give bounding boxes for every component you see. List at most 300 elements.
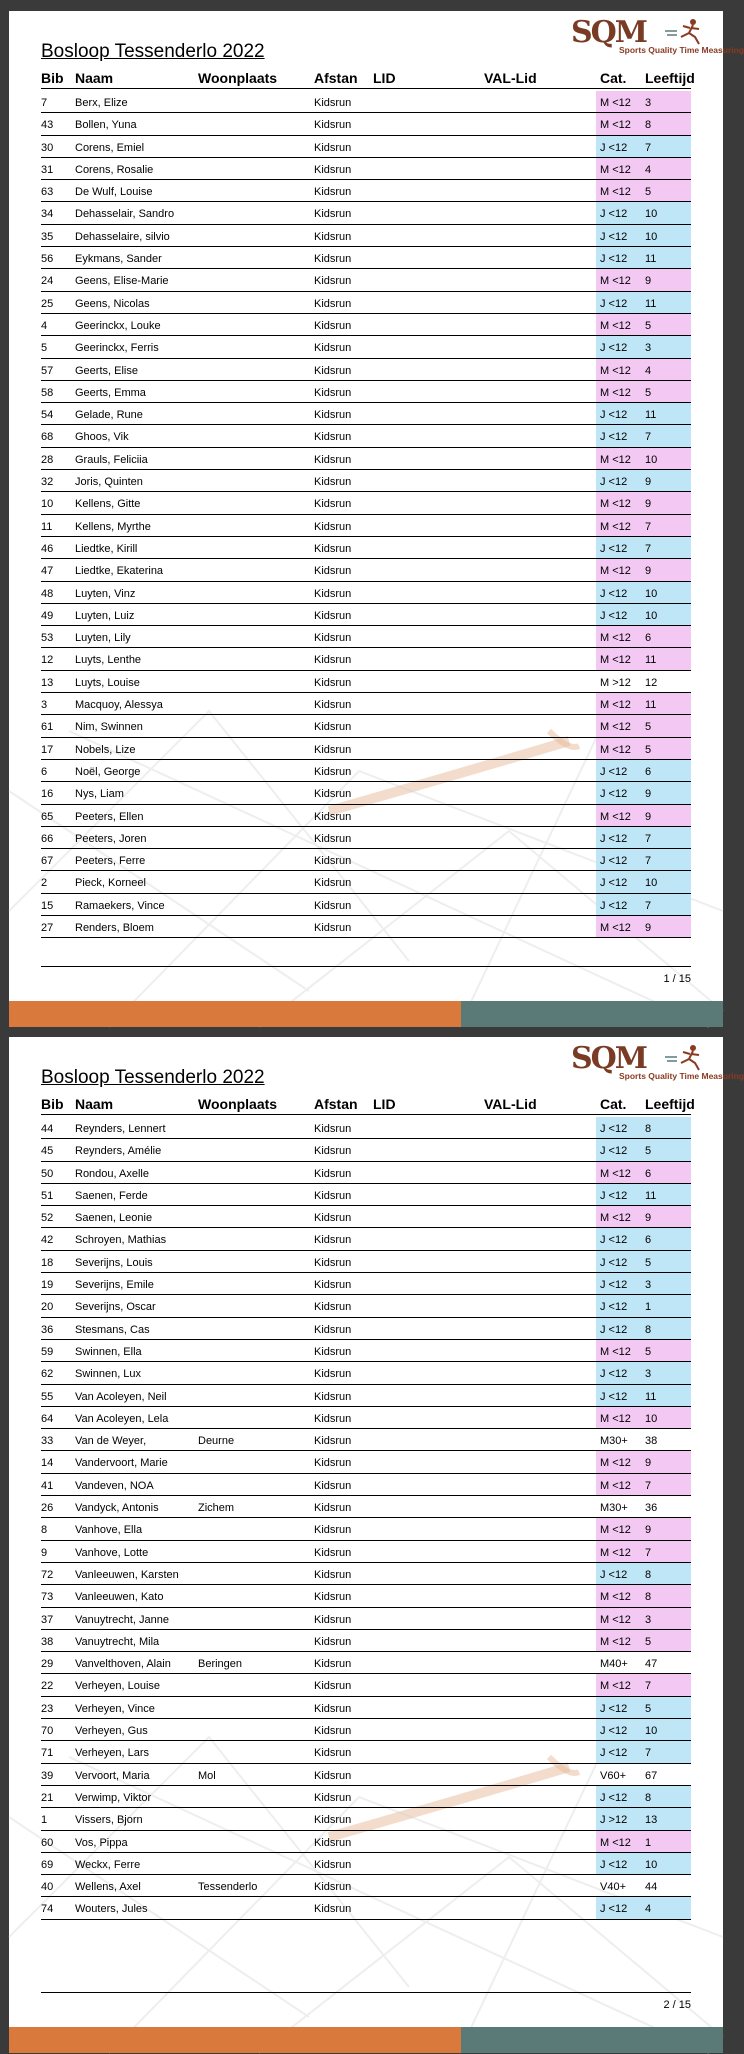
- age-cell: 4: [645, 364, 652, 377]
- age-cell: 7: [645, 431, 652, 444]
- bib-cell: 53: [41, 632, 54, 645]
- table-row: [41, 1518, 691, 1540]
- table-row: [41, 782, 691, 804]
- bib-cell: 33: [41, 1435, 54, 1448]
- table-row: [41, 1697, 691, 1719]
- category-cell: M <12: [600, 520, 631, 533]
- name-cell: Geens, Nicolas: [75, 297, 150, 310]
- name-cell: Vanuytrecht, Mila: [75, 1635, 160, 1648]
- bib-cell: 19: [41, 1279, 54, 1292]
- bib-cell: 39: [41, 1769, 54, 1782]
- col-val-lid: VAL-Lid: [484, 70, 537, 86]
- bib-cell: 4: [41, 319, 48, 332]
- age-cell: 38: [645, 1435, 658, 1448]
- category-cell: J <12: [600, 1123, 628, 1135]
- name-cell: Verheyen, Lars: [75, 1747, 149, 1760]
- name-cell: Berx, Elize: [75, 97, 128, 109]
- table-row: [41, 1474, 691, 1496]
- category-cell: J <12: [600, 1256, 628, 1269]
- age-cell: 11: [645, 1390, 657, 1403]
- category-cell: J <12: [600, 1858, 628, 1871]
- bib-cell: 31: [41, 163, 54, 176]
- bib-cell: 48: [41, 587, 54, 600]
- table-row: [41, 1451, 691, 1473]
- afstand-cell: Kidsrun: [314, 1680, 352, 1693]
- category-cell: J <12: [600, 1725, 628, 1738]
- category-cell: M <12: [600, 453, 631, 466]
- category-cell: J <12: [600, 877, 628, 890]
- col-bib: Bib: [41, 70, 64, 86]
- category-cell: M <12: [600, 721, 631, 734]
- category-cell: J <12: [600, 409, 628, 422]
- name-cell: Noël, George: [75, 765, 141, 778]
- age-cell: 10: [645, 587, 658, 600]
- category-cell: M <12: [600, 498, 631, 511]
- table-row: [41, 805, 691, 827]
- afstand-cell: Kidsrun: [314, 1635, 352, 1648]
- name-cell: Geerinckx, Ferris: [75, 342, 159, 355]
- table-row: [41, 1674, 691, 1696]
- category-cell: J <12: [600, 1390, 628, 1403]
- name-cell: Ramaekers, Vince: [75, 899, 165, 912]
- bib-cell: 62: [41, 1368, 54, 1381]
- category-cell: J <12: [600, 1234, 628, 1247]
- table-row: [41, 648, 691, 670]
- name-cell: Saenen, Leonie: [75, 1212, 153, 1225]
- name-cell: Vanhove, Lotte: [75, 1546, 149, 1559]
- footer-color-bar: [9, 1001, 723, 1027]
- bib-cell: 25: [41, 297, 54, 310]
- bib-cell: 56: [41, 253, 54, 266]
- category-cell: M <12: [600, 810, 631, 823]
- category-cell: M <12: [600, 163, 631, 176]
- category-cell: M <12: [600, 364, 631, 377]
- table-row: [41, 827, 691, 849]
- age-cell: 9: [645, 565, 652, 578]
- table-row: [41, 1295, 691, 1317]
- name-cell: Nys, Liam: [75, 788, 124, 801]
- age-cell: 7: [645, 832, 652, 845]
- bib-cell: 32: [41, 476, 54, 489]
- afstand-cell: Kidsrun: [314, 409, 352, 422]
- bib-cell: 65: [41, 810, 54, 823]
- age-cell: 9: [645, 498, 652, 511]
- category-cell: M <12: [600, 97, 631, 109]
- name-cell: Geerts, Emma: [75, 386, 146, 399]
- bib-cell: 3: [41, 699, 48, 712]
- col-lid: LID: [373, 70, 396, 86]
- age-cell: 5: [645, 319, 652, 332]
- table-row: [41, 1541, 691, 1563]
- name-cell: Stesmans, Cas: [75, 1323, 150, 1336]
- name-cell: Vandeven, NOA: [75, 1479, 154, 1492]
- bib-cell: 54: [41, 409, 54, 422]
- age-cell: 9: [645, 810, 652, 823]
- afstand-cell: Kidsrun: [314, 1368, 352, 1381]
- bib-cell: 73: [41, 1591, 54, 1604]
- table-row: [41, 537, 691, 559]
- name-cell: Luyten, Lily: [75, 632, 131, 645]
- category-cell: J <12: [600, 765, 628, 778]
- col-woonplaats: Woonplaats: [198, 70, 278, 86]
- afstand-cell: Kidsrun: [314, 1212, 352, 1225]
- afstand-cell: Kidsrun: [314, 253, 352, 266]
- bib-cell: 64: [41, 1412, 54, 1425]
- name-cell: Kellens, Myrthe: [75, 520, 151, 533]
- age-cell: 8: [645, 119, 652, 132]
- age-cell: 10: [645, 1725, 658, 1738]
- category-cell: J <12: [600, 832, 628, 845]
- category-cell: J <12: [600, 788, 628, 801]
- woonplaats-cell: Mol: [198, 1769, 216, 1782]
- age-cell: 11: [645, 699, 657, 712]
- table-row: [41, 1139, 691, 1161]
- bib-cell: 21: [41, 1791, 54, 1804]
- table-row: [41, 136, 691, 158]
- footer-color-bar: [9, 2027, 723, 2053]
- age-cell: 6: [645, 1167, 652, 1180]
- category-cell: J >12: [600, 1814, 628, 1827]
- name-cell: Vissers, Bjorn: [75, 1814, 143, 1827]
- age-cell: 36: [645, 1502, 658, 1515]
- col-leeftijd: Leeftijd: [645, 1096, 695, 1112]
- bib-cell: 74: [41, 1903, 54, 1916]
- name-cell: Luyts, Louise: [75, 676, 140, 689]
- age-cell: 11: [645, 1189, 657, 1202]
- name-cell: Verheyen, Vince: [75, 1702, 155, 1715]
- footer-line: [41, 1992, 691, 1993]
- table-row: [41, 671, 691, 693]
- sqm-logo: [563, 15, 744, 67]
- bib-cell: 34: [41, 208, 54, 221]
- bib-cell: 15: [41, 899, 54, 912]
- age-cell: 6: [645, 1234, 652, 1247]
- table-row: [41, 1853, 691, 1875]
- afstand-cell: Kidsrun: [314, 431, 352, 444]
- category-cell: J <12: [600, 1702, 628, 1715]
- category-cell: J <12: [600, 297, 628, 310]
- afstand-cell: Kidsrun: [314, 721, 352, 734]
- afstand-cell: Kidsrun: [314, 1546, 352, 1559]
- category-cell: J <12: [600, 587, 628, 600]
- category-cell: M <12: [600, 921, 631, 934]
- bib-cell: 63: [41, 186, 54, 199]
- results-table: [41, 91, 691, 938]
- name-cell: Vervoort, Maria: [75, 1769, 150, 1782]
- age-cell: 7: [645, 520, 652, 533]
- age-cell: 44: [645, 1881, 658, 1894]
- category-cell: J <12: [600, 141, 628, 154]
- woonplaats-cell: Zichem: [198, 1502, 235, 1515]
- name-cell: Luyten, Luiz: [75, 609, 135, 622]
- age-cell: 11: [645, 253, 657, 266]
- table-row: [41, 1719, 691, 1741]
- bib-cell: 41: [41, 1479, 54, 1492]
- bib-cell: 6: [41, 765, 48, 778]
- afstand-cell: Kidsrun: [314, 699, 352, 712]
- bib-cell: 42: [41, 1234, 54, 1247]
- age-cell: 10: [645, 1412, 658, 1425]
- table-row: [41, 381, 691, 403]
- table-row: [41, 559, 691, 581]
- table-row: [41, 1407, 691, 1429]
- afstand-cell: Kidsrun: [314, 565, 352, 578]
- table-row: [41, 492, 691, 514]
- bib-cell: 18: [41, 1256, 54, 1269]
- age-cell: 5: [645, 186, 652, 199]
- table-row: [41, 425, 691, 447]
- category-cell: M <12: [600, 1836, 631, 1849]
- name-cell: Swinnen, Lux: [75, 1368, 142, 1381]
- category-cell: M <12: [600, 1457, 631, 1470]
- category-cell: M <12: [600, 1635, 631, 1648]
- afstand-cell: Kidsrun: [314, 1479, 352, 1492]
- age-cell: 47: [645, 1658, 658, 1671]
- category-cell: J <12: [600, 1189, 628, 1202]
- bib-cell: 13: [41, 676, 54, 689]
- name-cell: Luyts, Lenthe: [75, 654, 142, 667]
- category-cell: J <12: [600, 1747, 628, 1760]
- afstand-cell: Kidsrun: [314, 1502, 352, 1515]
- afstand-cell: Kidsrun: [314, 1725, 352, 1738]
- bib-cell: 50: [41, 1167, 54, 1180]
- name-cell: Van de Weyer,: [75, 1435, 147, 1448]
- afstand-cell: Kidsrun: [314, 810, 352, 823]
- age-cell: 12: [645, 676, 658, 689]
- age-cell: 4: [645, 1903, 652, 1916]
- logo-text: SQM: [571, 15, 647, 50]
- category-cell: J <12: [600, 1791, 628, 1804]
- document-title: Bosloop Tessenderlo 2022: [41, 1067, 265, 1088]
- bib-cell: 35: [41, 230, 54, 243]
- afstand-cell: Kidsrun: [314, 1791, 352, 1804]
- bib-cell: 26: [41, 1502, 54, 1515]
- bib-cell: 36: [41, 1323, 54, 1336]
- category-cell: M <12: [600, 1591, 631, 1604]
- afstand-cell: Kidsrun: [314, 632, 352, 645]
- table-row: [41, 849, 691, 871]
- afstand-cell: Kidsrun: [314, 1858, 352, 1871]
- table-row: [41, 894, 691, 916]
- age-cell: 9: [645, 1524, 652, 1537]
- bib-cell: 67: [41, 855, 54, 868]
- name-cell: Geerts, Elise: [75, 364, 138, 377]
- afstand-cell: Kidsrun: [314, 1390, 352, 1403]
- category-cell: J <12: [600, 431, 628, 444]
- category-cell: M <12: [600, 1345, 631, 1358]
- category-cell: J <12: [600, 1145, 628, 1158]
- age-cell: 3: [645, 97, 652, 109]
- table-row: [41, 582, 691, 604]
- results-table: [41, 1117, 691, 1920]
- name-cell: Reynders, Amélie: [75, 1145, 162, 1158]
- logo-tagline: Sports Quality Time Measuring: [619, 1071, 744, 1081]
- age-cell: 5: [645, 1256, 652, 1269]
- name-cell: Vandervoort, Marie: [75, 1457, 168, 1470]
- age-cell: 9: [645, 1212, 652, 1225]
- age-cell: 10: [645, 1858, 658, 1871]
- result-page-2: [9, 1037, 744, 2053]
- logo-text: SQM: [571, 1041, 647, 1076]
- page-number: 2 / 15: [663, 1999, 691, 2011]
- bib-cell: 45: [41, 1145, 54, 1158]
- table-row: [41, 1206, 691, 1228]
- age-cell: 8: [645, 1123, 652, 1135]
- afstand-cell: Kidsrun: [314, 1145, 352, 1158]
- afstand-cell: Kidsrun: [314, 297, 352, 310]
- name-cell: Geens, Elise-Marie: [75, 275, 169, 288]
- afstand-cell: Kidsrun: [314, 654, 352, 667]
- afstand-cell: Kidsrun: [314, 609, 352, 622]
- afstand-cell: Kidsrun: [314, 319, 352, 332]
- age-cell: 9: [645, 476, 652, 489]
- bib-cell: 43: [41, 119, 54, 132]
- afstand-cell: Kidsrun: [314, 1702, 352, 1715]
- category-cell: J <12: [600, 609, 628, 622]
- category-cell: M <12: [600, 743, 631, 756]
- afstand-cell: Kidsrun: [314, 386, 352, 399]
- age-cell: 11: [645, 297, 657, 310]
- afstand-cell: Kidsrun: [314, 832, 352, 845]
- table-row: [41, 158, 691, 180]
- age-cell: 10: [645, 208, 658, 221]
- table-row: [41, 1652, 691, 1674]
- age-cell: 5: [645, 1145, 652, 1158]
- table-row: [41, 202, 691, 224]
- bib-cell: 16: [41, 788, 54, 801]
- bib-cell: 10: [41, 498, 54, 511]
- category-cell: J <12: [600, 1279, 628, 1292]
- bib-cell: 55: [41, 1390, 54, 1403]
- bib-cell: 9: [41, 1546, 48, 1559]
- category-cell: M <12: [600, 1546, 631, 1559]
- table-row: [41, 1362, 691, 1384]
- bib-cell: 72: [41, 1568, 54, 1581]
- bib-cell: 28: [41, 453, 54, 466]
- table-row: [41, 1162, 691, 1184]
- age-cell: 3: [645, 1279, 652, 1292]
- age-cell: 6: [645, 632, 652, 645]
- table-row: [41, 1496, 691, 1518]
- table-row: [41, 515, 691, 537]
- table-row: [41, 626, 691, 648]
- table-row: [41, 1630, 691, 1652]
- name-cell: Dehasselair, Sandro: [75, 208, 175, 221]
- name-cell: Schroyen, Mathias: [75, 1234, 167, 1247]
- age-cell: 9: [645, 1457, 652, 1470]
- category-cell: M <12: [600, 1613, 631, 1626]
- table-row: [41, 314, 691, 336]
- afstand-cell: Kidsrun: [314, 1457, 352, 1470]
- afstand-cell: Kidsrun: [314, 275, 352, 288]
- category-cell: J <12: [600, 253, 628, 266]
- table-row: [41, 1251, 691, 1273]
- afstand-cell: Kidsrun: [314, 1903, 352, 1916]
- age-cell: 10: [645, 230, 658, 243]
- afstand-cell: Kidsrun: [314, 342, 352, 355]
- afstand-cell: Kidsrun: [314, 788, 352, 801]
- category-cell: M <12: [600, 699, 631, 712]
- bib-cell: 1: [41, 1814, 48, 1827]
- age-cell: 3: [645, 1613, 652, 1626]
- logo-tagline: Sports Quality Time Measuring: [619, 45, 744, 55]
- bib-cell: 69: [41, 1858, 54, 1871]
- bib-cell: 2: [41, 877, 48, 890]
- name-cell: Reynders, Lennert: [75, 1123, 166, 1135]
- bib-cell: 20: [41, 1301, 54, 1314]
- bib-cell: 70: [41, 1725, 54, 1738]
- afstand-cell: Kidsrun: [314, 1747, 352, 1760]
- afstand-cell: Kidsrun: [314, 1412, 352, 1425]
- table-row: [41, 1228, 691, 1250]
- afstand-cell: Kidsrun: [314, 1881, 352, 1894]
- age-cell: 10: [645, 877, 658, 890]
- afstand-cell: Kidsrun: [314, 119, 352, 132]
- category-cell: M <12: [600, 1412, 631, 1425]
- age-cell: 7: [645, 542, 652, 555]
- bib-cell: 58: [41, 386, 54, 399]
- category-cell: M >12: [600, 676, 631, 689]
- bib-cell: 59: [41, 1345, 54, 1358]
- table-row: [41, 1808, 691, 1830]
- name-cell: Pieck, Korneel: [75, 877, 146, 890]
- name-cell: Severijns, Emile: [75, 1279, 154, 1292]
- age-cell: 5: [645, 386, 652, 399]
- table-row: [41, 269, 691, 291]
- age-cell: 5: [645, 721, 652, 734]
- age-cell: 7: [645, 855, 652, 868]
- age-cell: 5: [645, 1702, 652, 1715]
- table-row: [41, 1340, 691, 1362]
- page-number: 1 / 15: [663, 973, 691, 985]
- category-cell: M <12: [600, 654, 631, 667]
- table-row: [41, 1608, 691, 1630]
- table-row: [41, 1831, 691, 1853]
- afstand-cell: Kidsrun: [314, 1234, 352, 1247]
- category-cell: M <12: [600, 632, 631, 645]
- bib-cell: 11: [41, 520, 53, 533]
- name-cell: Gelade, Rune: [75, 409, 143, 422]
- name-cell: De Wulf, Louise: [75, 186, 153, 199]
- table-row: [41, 1786, 691, 1808]
- bib-cell: 60: [41, 1836, 54, 1849]
- bib-cell: 51: [41, 1189, 54, 1202]
- name-cell: Weckx, Ferre: [75, 1858, 141, 1871]
- bib-cell: 7: [41, 97, 48, 109]
- bib-cell: 12: [41, 654, 54, 667]
- age-cell: 3: [645, 342, 652, 355]
- category-cell: M <12: [600, 386, 631, 399]
- category-cell: M30+: [600, 1435, 628, 1448]
- category-cell: M <12: [600, 1212, 631, 1225]
- col-bib: Bib: [41, 1096, 64, 1112]
- category-cell: J <12: [600, 230, 628, 243]
- name-cell: Verheyen, Gus: [75, 1725, 148, 1738]
- afstand-cell: Kidsrun: [314, 476, 352, 489]
- afstand-cell: Kidsrun: [314, 208, 352, 221]
- age-cell: 9: [645, 921, 652, 934]
- age-cell: 7: [645, 1546, 652, 1559]
- table-row: [41, 1429, 691, 1451]
- afstand-cell: Kidsrun: [314, 1435, 352, 1448]
- col-val-lid: VAL-Lid: [484, 1096, 537, 1112]
- afstand-cell: Kidsrun: [314, 921, 352, 934]
- table-row: [41, 715, 691, 737]
- age-cell: 8: [645, 1791, 652, 1804]
- category-cell: J <12: [600, 1368, 628, 1381]
- age-cell: 7: [645, 1747, 652, 1760]
- category-cell: M <12: [600, 1680, 631, 1693]
